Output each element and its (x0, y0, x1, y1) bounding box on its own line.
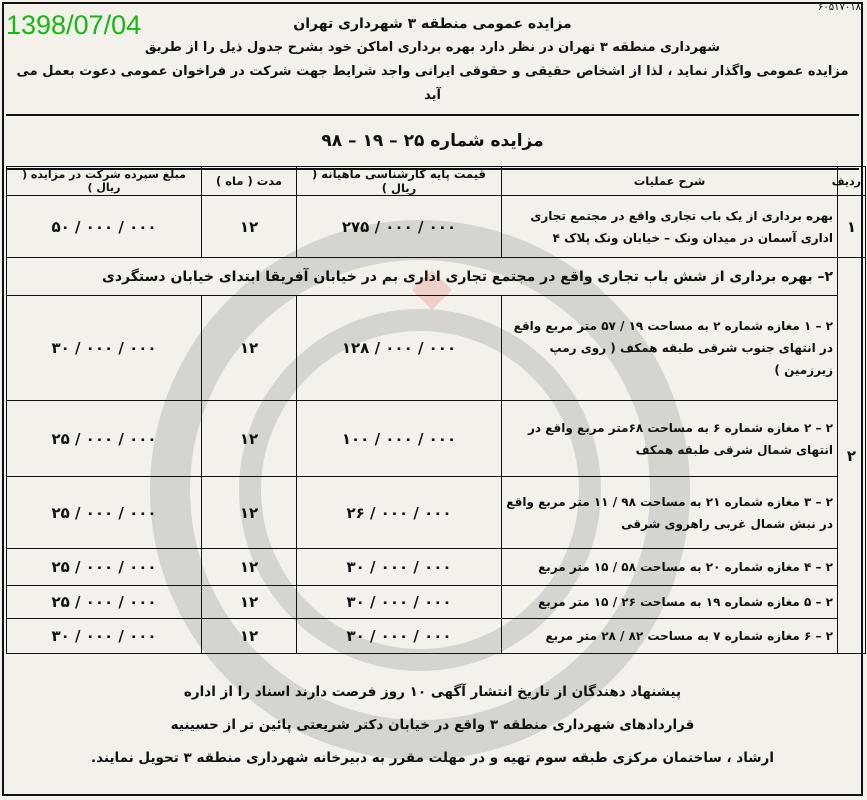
notice-intro-line-1: شهرداری منطقه ۳ تهران در نظر دارد بهره برداری اماکن خود بشرح جدول ذیل را از طریق (144, 40, 721, 55)
item-2-6-duration: ۱۲ (202, 619, 297, 654)
row-1-price: ۲۷۵ / ۰۰۰ / ۰۰۰ (297, 196, 502, 258)
header-description: شرح عملیات (502, 167, 838, 196)
auction-number: مزایده شماره ۲۵ – ۱۹ – ۹۸ (6, 114, 859, 170)
table-row (7, 619, 866, 654)
item-2-4-price: ۳۰ / ۰۰۰ / ۰۰۰ (297, 549, 502, 586)
serial-number: ۶۰۵۱۷۰۱۸ (818, 2, 861, 13)
row-1-deposit: ۵۰ / ۰۰۰ / ۰۰۰ (7, 196, 202, 258)
item-2-6-description: ۲ – ۶ مغازه شماره ۷ به مساحت ۸۲ / ۲۸ متر مربع (502, 619, 838, 654)
item-2-5-description: ۲ – ۵ مغازه شماره ۱۹ به مساحت ۲۶ / ۱۵ متر مربع (502, 586, 838, 619)
publication-date: 1398/07/04 (6, 10, 142, 40)
item-2-2-price: ۱۰۰ / ۰۰۰ / ۰۰۰ (297, 401, 502, 477)
auction-table (6, 166, 866, 654)
item-2-2-deposit: ۲۵ / ۰۰۰ / ۰۰۰ (7, 401, 202, 477)
table-row (7, 196, 866, 258)
footer-line-3: ارشاد ، ساختمان مرکزی طبقه سوم تهیه و در مهلت مقرر به دبیرخانه شهرداری منطقه ۳ تحویل نمایند. (91, 750, 774, 766)
header-deposit: مبلغ سپرده شرکت در مزایده ( ریال ) (7, 167, 202, 196)
footer-line-1: پیشنهاد دهندگان از تاریخ انتشار آگهی ۱۰ روز فرصت دارند اسناد را از اداره (183, 684, 682, 700)
item-2-5-deposit: ۲۵ / ۰۰۰ / ۰۰۰ (7, 586, 202, 619)
table-row (7, 477, 866, 549)
notice-frame (2, 2, 863, 796)
row-1-description: بهره برداری از یک باب تجاری واقع در مجتمع تجاری اداری آسمان در میدان ونک – خیابان ونک پلاک ۴ (502, 196, 838, 258)
item-2-3-price: ۲۶ / ۰۰۰ / ۰۰۰ (297, 477, 502, 549)
item-2-4-duration: ۱۲ (202, 549, 297, 586)
item-2-5-duration: ۱۲ (202, 586, 297, 619)
item-2-1-price: ۱۲۸ / ۰۰۰ / ۰۰۰ (297, 296, 502, 401)
item-2-6-price: ۳۰ / ۰۰۰ / ۰۰۰ (297, 619, 502, 654)
table-header-row (7, 167, 866, 196)
notice-intro-line-2: مزایده عمومی واگذار نماید ، لذا از اشخاص حقیقی و حقوقی ایرانی واجد شرایط جهت شرکت در فراخوان عمومی دعوت بعمل می آید (16, 64, 849, 103)
item-2-5-price: ۳۰ / ۰۰۰ / ۰۰۰ (297, 586, 502, 619)
item-2-4-deposit: ۲۵ / ۰۰۰ / ۰۰۰ (7, 549, 202, 586)
notice-title: مزایده عمومی منطقه ۳ شهرداری تهران (293, 16, 572, 32)
section-2-title: ۲– بهره برداری از شش باب تجاری واقع در مجتمع تجاری اداری بم در خیابان آفریقا ابتدای خیابان دستگردی (7, 258, 838, 296)
item-2-3-deposit: ۲۵ / ۰۰۰ / ۰۰۰ (7, 477, 202, 549)
item-2-3-description: ۲ – ۳ مغازه شماره ۲۱ به مساحت ۹۸ / ۱۱ متر مربع واقع در نبش شمال غربی راهروی شرقی (502, 477, 838, 549)
table-row (7, 586, 866, 619)
notice-footer (6, 666, 859, 798)
row-2-number: ۲ (838, 258, 866, 654)
header-duration: مدت ( ماه ) (202, 167, 297, 196)
row-1-number: ۱ (838, 196, 866, 258)
section-2-title-row (7, 258, 866, 296)
item-2-4-description: ۲ – ۴ مغازه شماره ۲۰ به مساحت ۵۸ / ۱۵ متر مربع (502, 549, 838, 586)
item-2-2-duration: ۱۲ (202, 401, 297, 477)
item-2-6-deposit: ۳۰ / ۰۰۰ / ۰۰۰ (7, 619, 202, 654)
footer-line-2: قراردادهای شهرداری منطقه ۳ واقع در خیابان دکتر شریعتی پائین تر از حسینیه (170, 717, 695, 733)
header-base-price: قیمت پایه کارشناسی ماهیانه ( ریال ) (297, 167, 502, 196)
item-2-1-duration: ۱۲ (202, 296, 297, 401)
row-1-duration: ۱۲ (202, 196, 297, 258)
item-2-1-description: ۲ – ۱ مغازه شماره ۲ به مساحت ۱۹ / ۵۷ متر مربع واقع در انتهای جنوب شرقی طبقه همکف ( روی رمپ زیرزمین ) (502, 296, 838, 401)
item-2-1-deposit: ۳۰ / ۰۰۰ / ۰۰۰ (7, 296, 202, 401)
item-2-3-duration: ۱۲ (202, 477, 297, 549)
table-row (7, 296, 866, 401)
table-row (7, 401, 866, 477)
header-row-number: ردیف (838, 167, 866, 196)
table-row (7, 549, 866, 586)
item-2-2-description: ۲ – ۲ مغازه شماره ۶ به مساحت ۶۸متر مربع واقع در انتهای شمال شرقی طبقه همکف (502, 401, 838, 477)
